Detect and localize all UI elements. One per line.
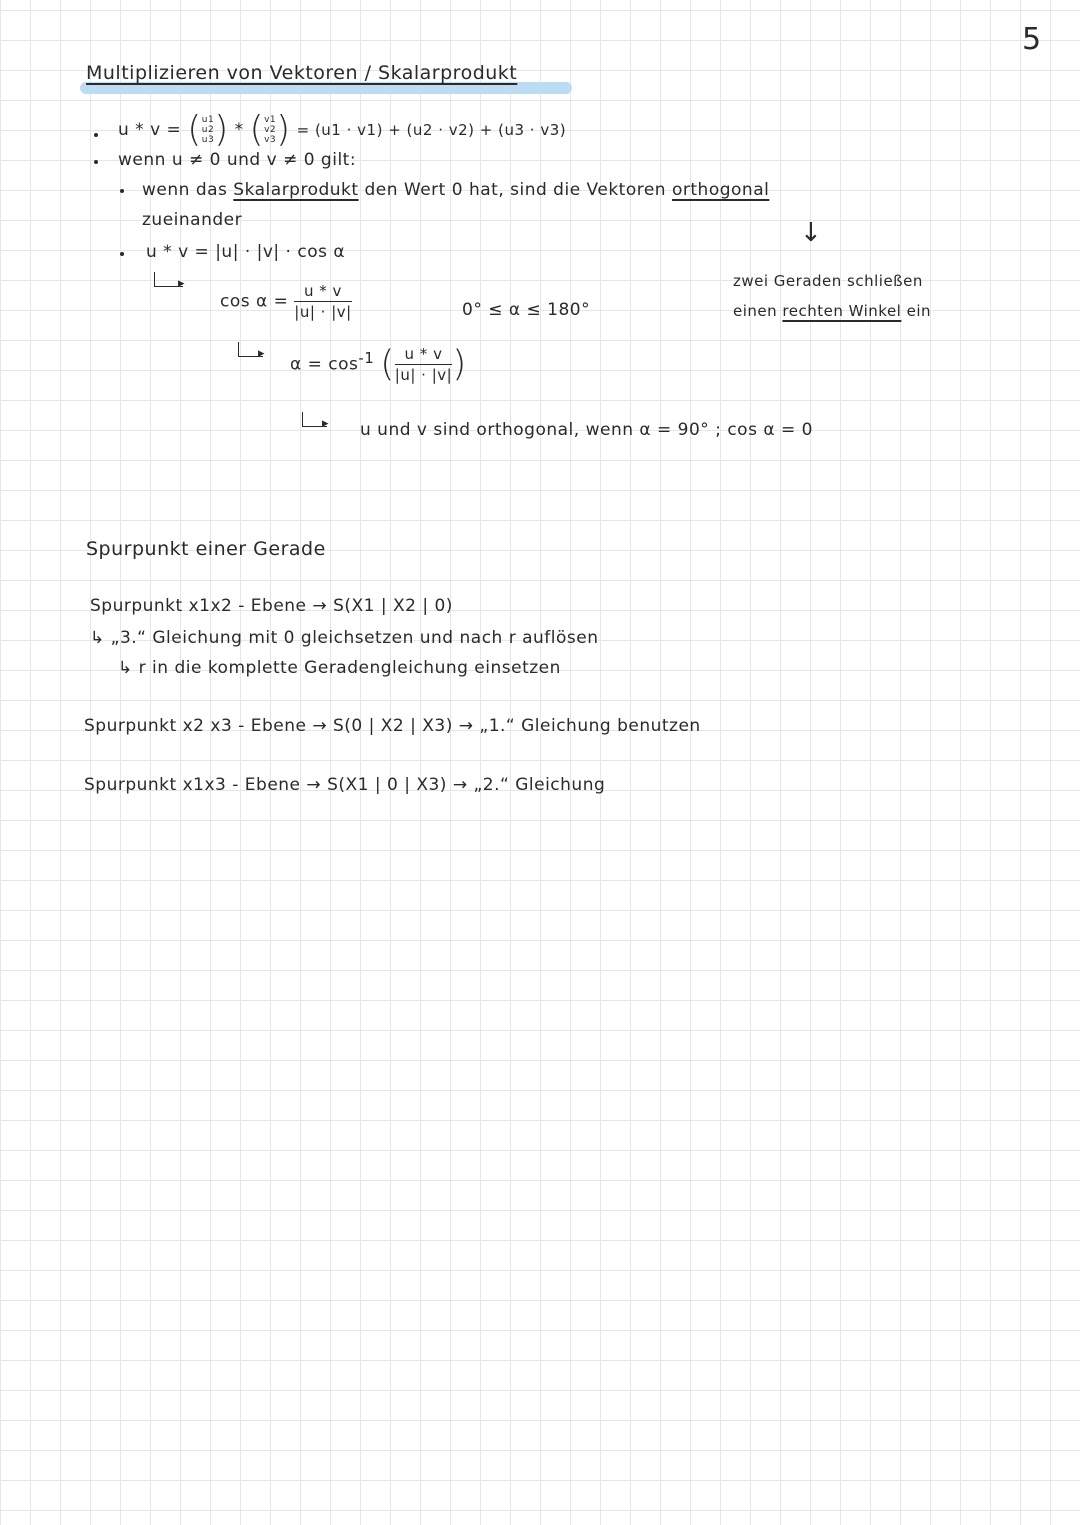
spurpunkt-x1x2: Spurpunkt x1x2 - Ebene → S(X1 | X2 | 0) [90, 596, 453, 616]
side-note-line1: zwei Geraden schließen [733, 272, 923, 290]
spurpunkt-step-2: ↳ r in die komplette Geradengleichung einsetzen [118, 658, 561, 678]
section-title-skalarprodukt: Multiplizieren von Vektoren / Skalarprodukt [86, 62, 518, 84]
formula-lhs: u * v = [118, 120, 182, 140]
bullet [120, 252, 124, 256]
spurpunkt-x1x3: Spurpunkt x1x3 - Ebene → S(X1 | 0 | X3) → „2.“ Gleichung [84, 775, 606, 795]
bullet [120, 189, 124, 193]
side-note-line2: einen rechten Winkel ein [733, 302, 932, 320]
alpha-formula: $\alpha = \cos^{-1}$ ( $\frac{u * v}{|u| \cdot |v|}$ ) [290, 343, 467, 385]
scalar-product-formula: u * v = (u1 u2 u3) * (v1 v2 v3) = (u1 · v1) + (u2 · v2) + (u3 · v3) [118, 109, 567, 150]
arrow-head-icon: ▸ [258, 346, 265, 361]
page-number: 5 [1022, 22, 1042, 57]
bullet [94, 160, 98, 164]
vector-condition: wenn u ≠ 0 und v ≠ 0 gilt: [118, 150, 357, 170]
u-column-vector: u1 u2 u3 [201, 115, 215, 145]
arrow-head-icon: ▸ [322, 416, 329, 431]
arrow-head-icon: ▸ [178, 276, 185, 291]
down-arrow: ↓ [800, 218, 822, 248]
spurpunkt-step-1: ↳ „3.“ Gleichung mit 0 gleichsetzen und nach r auflösen [90, 628, 599, 648]
fraction: $\frac{u * v}{|u| \cdot |v|}$ [294, 282, 352, 321]
fraction: $\frac{u * v}{|u| \cdot |v|}$ [394, 345, 453, 384]
section-title-spurpunkt: Spurpunkt einer Gerade [86, 538, 326, 560]
bullet [94, 133, 98, 137]
orthogonal-conclusion: u und v sind orthogonal, wenn α = 90° ; cos α = 0 [360, 420, 813, 440]
orthogonal-statement: wenn das Skalarprodukt den Wert 0 hat, sind die Vektoren orthogonal [142, 180, 770, 200]
v-column-vector: v1 v2 v3 [264, 115, 277, 145]
formula-rhs: = (u1 · v1) + (u2 · v2) + (u3 · v3) [296, 121, 567, 139]
cos-formula: u * v = |u| · |v| · cos α [146, 242, 346, 262]
spurpunkt-x2x3: Spurpunkt x2 x3 - Ebene → S(0 | X2 | X3) → „1.“ Gleichung benutzen [84, 716, 701, 736]
angle-range: 0° ≤ α ≤ 180° [462, 300, 591, 320]
orthogonal-statement-cont: zueinander [142, 210, 243, 230]
cos-alpha-fraction: cos α = $\frac{u * v}{|u| \cdot |v|}$ [220, 282, 352, 321]
